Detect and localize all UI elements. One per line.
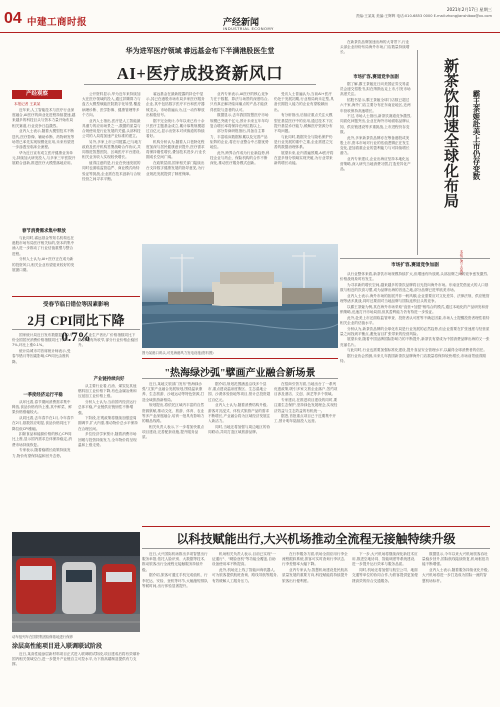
article-body: 在新茶饮品牌加速出海的大背景下,行业头部企业纷纷布局海外市场,门店数量持续增长。 xyxy=(340,40,410,55)
article-body: 国家统计局近日发布数据显示,2月份全国居民消费价格指数同比下降0.7%,环比上涨0.1%。 统计局城市司首席统计师表示,受春节错月等因素影响,CPI同比由涨转降。 xyxy=(12,333,73,364)
column-divider xyxy=(417,50,418,255)
article-body: 据了解,霸王茶姬近日向美国证券交易委员会递交招股书,拟在纳斯达克上市,引发市场高度关注。 招股书显示,霸王茶姬全球门店数已超过六千家,海外门店主要分布在东南亚地区,近两年营收保持高速增长。 不过,市场人士指出,新茶饮赛道竞争激烈,同质化问题突出,企业在海外市场面临品牌认知、供应链建设等多重挑战,上市进程仍存变数。 此外,多家新茶饮品牌亦在筹备港股或美股上市,资本市场对行业的估值逻辑正在发生变化,更加看重企业的盈利能力与可持续增长潜力。 业内专家建议,企业出海应坚持本地化运营策略,深入研究当地消费习惯,打造差异化产品。 xyxy=(340,82,412,172)
lead-headline: AI+医疗成投资新风口 xyxy=(116,64,284,83)
article-body: 业内专家表示,AI医疗的核心竞争力在于数据、算法与场景的深度结合,只有真正解决临床痛点的产品才能获得医院与患者的认可。 数据显示,去年我国智慧医疗市场规模已突破千亿元,预计未来五年年均复合增长率将保持在两位数以上。 部分券商研报指出,具备自主算力、丰富临床数据积累以及完善产品矩阵的企业,将在行业整合中占据优势地位。 此外,跨界合作成为行业新趋势,科技企业与药企、保险机构的合作不断深化,推动医疗服务模式创新。 xyxy=(210,92,270,166)
article-body: 近日,某地文旅部门发布"热海绿沙弧"文旅产业融合发展规划,围绕温泉康养、生态旅游、沙地运动等特色资源,打造全域旅游新格局。 规划提出,将依托区域内丰富的自然资源禀赋,推动文化、旅游、体育、农业等多产业深度融合,培育一批具有影响力的精品线路。 相关负责人表示,下一步将加快重点项目建设,完善配套设施,提升服务品质。 xyxy=(142,382,205,440)
subhead: 一季度经济运行平稳 xyxy=(23,393,63,398)
paper-name: 中建工商时报 xyxy=(27,18,88,28)
byline: 本报记者 王某某 xyxy=(14,102,41,106)
date-line: 2021年2月17日 星期三 xyxy=(446,7,492,12)
article-body: 近日,大兴国际机场推出多项智慧出行服务举措,依托人脸识别、大数据等技术,推动旅客出行全流程无接触服务持续升级。 据介绍,旅客可通过手机完成值机、行李托运、安检、登机等环节,大幅缩短排队等候时间,出行体验显著提升。 xyxy=(142,552,208,588)
masthead xyxy=(0,0,500,34)
article-body: 下一步,大兴机场将继续深化新技术应用,推进空地协同、智能调度等系统建设,进一步提升运行效率与服务品质。 同时,机场还将加强与航空公司、地面交通等单位的协同合作,为旅客提供更加便捷高效的综合交通服务。 xyxy=(352,552,418,583)
subhead: 产业链持续向好 xyxy=(93,377,125,382)
masthead-rule xyxy=(0,32,500,33)
article-body: 在招商引资方面,当地出台了一系列优惠政策,吸引多家文旅企业落户,签约项目涉及酒店、文创、演艺等多个领域。 专家建议,在推进项目建设的同时,要注重生态保护,坚持绿色发展理念,实现经济效益与生态效益的有机统一。 据悉,首批重点项目已于近期集中开工,预计明年陆续投入运营。 xyxy=(274,382,338,424)
subhead: 春节消费需求集中释放 xyxy=(22,229,66,234)
column-tag-label: 产经观察 xyxy=(25,91,48,97)
wine-subhead: 霸王茶姬赴美上市仍存变数 xyxy=(472,90,481,180)
subhead: 市场扩容,赛道竞争加剧 xyxy=(391,263,439,268)
article-body: 睿远基金在最新披露的持仓中显示,其已在港股市场布局多家医疗服务企业,其中包括数字医疗平台和医疗器械龙头。市场普遍认为,这一动作释放出积极信号。 据不完全统计,今年以来已有十余只医疗主题基金成立,累计募集规模超过百亿元,显示出资本对该赛道的持续看好。 机构分析认为,随着人口老龄化程度加深与居民健康意识提升,医疗需求将保持刚性增长,叠加技术进步,行业长期成长空间广阔。 在政策层面,国家相关部门陆续出台支持数字健康发展的指导意见,为行业规范发展提供了制度保障。 xyxy=(146,92,206,176)
port-illustration xyxy=(142,244,338,348)
page-number: 04 xyxy=(4,10,22,27)
port-photo xyxy=(142,244,338,348)
lead-kicker: 华为进军医疗领域 睿远基金布下半满港股医生堂 xyxy=(125,47,275,55)
cpi-kicker: 受春节临日错位等因素影响 xyxy=(42,302,109,308)
bottom-underline xyxy=(142,548,490,549)
section-title: 产经新闻 xyxy=(223,17,260,27)
wine-headline: 新茶饮加速全球化布局 xyxy=(442,58,458,208)
editor-line: 责编:王某某 美编:王辉辉 电话:010-6853 0000 E-mail:zhongjianshibao@xx.com xyxy=(355,14,492,18)
train-photo xyxy=(12,532,140,632)
haige-underline xyxy=(142,378,338,379)
bottom-top-rule xyxy=(142,526,490,527)
article-body: 与此同时,睿远基金等知名机构也在港股市场布局医疗相关标的,资本的集中涌入进一步推动了行业估值重塑与整合进程。 分析人士认为,AI+医疗正在成为新的投资风口,相关企业有望迎来较好的发展窗口期。 xyxy=(12,236,75,272)
article-body: 近年来,人工智能技术与医疗行业深度融合,AI医疗的商业化进程持续提速,越来越多的科技巨头与资本力量开始布局相关赛道,行业竞争日趋激烈。 业内人士表示,随着大模型技术不断迭代,医疗影像、辅助诊断、药物研发等场景已率先实现规模化应用,未来有望进一步渗透至临床全流程。 华为近日宣布成立医疗健康业务单元,持续加大研发投入,与多家三甲医院开展联合创新,推进医疗大模型落地应用。 xyxy=(12,108,76,166)
photo-caption: 动车组列车在国铁集团检修基地进行保养 xyxy=(12,635,74,639)
article-body: 公开资料显示,华为近年来持续加大在医疗领域的投入,通过昇腾算力与盘古大模型赋能医院数字化转型,覆盖病理诊断、医学影像、健康管理等多个方向。 业内人士指出,医疗是人工智能最具潜力的应用场景之一,数据的质量与合规使用是行业发展的关键,头部科技公司的入局将加速产业标准的建立。 另外,多家上市公司披露,已与地方政府及医疗机构签署战略合作协议,共同推进智慧医院、区域医疗平台建设,相关业务收入实现较快增长。 值得注意的是,行业在快速发展的同时也面临监管趋严、商业模式尚待验证等挑战,企业需在技术创新与合规经营之间寻求平衡。 xyxy=(82,92,142,181)
article-body: 近日,某高性能涂层新材料项目正式进入联调联试阶段,项目建成后将有效填补国内相关领域空白,进一步提升产业链自主可控水平,为下游高端制造提供有力支撑。 xyxy=(12,652,140,667)
article-body: 数据显示,今年以来大兴机场旅客吞吐量稳步回升,国际航线陆续恢复,机场枢纽功能不断增强。 业内人士表示,随着服务持续优化升级,大兴机场将进一步打造成为国际一流的智慧机场标杆。 xyxy=(422,552,489,583)
train-illustration xyxy=(12,532,140,632)
article-body: 在行李服务方面,机场全面应用行李全流程跟踪系统,旅客可实时查询行李状态,行李差错率大幅下降。 业内专家认为,智慧机场建设是民航高质量发展的重要方向,科技赋能将持续提升旅客出行便利度。 xyxy=(282,552,348,583)
haige-headline: "热海绿沙弧"擘画产业融合新场景 xyxy=(164,368,316,379)
column-divider xyxy=(340,258,490,259)
article-body: 工业生产者出厂价格指数同比下降,降幅有所收窄,部分行业价格企稳回升。 xyxy=(78,333,138,348)
article-body: 据介绍,规划范围涵盖沿线多个县市,重点建设温泉度假区、生态湿地公园、沙漠体验营地等项目,预计总投资超过百亿元。 业内人士认为,随着消费结构升级,游客对沉浸式、体验式旅游产品的需求不断增长,产业融合将为区域经济发展注入新活力。 同时,当地还将加强与周边地区的协同联动,共同打造区域旅游品牌。 xyxy=(208,382,271,434)
column-tag xyxy=(12,90,62,99)
subhead: 市场扩容,赛道竞争加剧 xyxy=(353,75,399,80)
byline: 本报记者 王某某 xyxy=(459,250,463,275)
article-body: 从主要行业看,石油、煤炭及其他燃料加工业价格下降,有色金属冶炼和压延加工业价格上涨。 分析人士认为,当前国内经济运行总体平稳,产业链供应链韧性不断增强。 下阶段,宏观政策将继续加强逆周期调节,扩大内需,推动物价总水平保持在合理区间。 多位经济学家预计,随着消费市场回暖与投资持续发力,全年物价将呈现温和上涨走势。 xyxy=(78,384,138,447)
cpi-underline xyxy=(12,329,140,330)
photo-headline: 涂层高性能项目进入联调联试阶段 xyxy=(12,643,103,650)
article-body: 受访人士普遍认为,当前AI+医疗仍处于发展初期,行业格局尚未定型,具备长期投入能力的企业有望脱颖而出。 有分析指出,后续应重点关注大模型在基层医疗中的应用,通过技术下沉提升基层诊疗能力,缓解医疗资源分布不均问题。 与此同时,数据安全与隐私保护仍是行业发展的重中之重,企业需建立完善的数据治理体系。 展望未来,业内普遍预期,AI医疗将在更多细分领域实现突破,为行业带来新的增长动能。 xyxy=(274,92,334,166)
photo-caption: 图为某港口码头,可见海港风力发电设施(资料图) xyxy=(142,351,214,355)
article-body: 从行业整体来看,新茶饮市场规模持续扩大,但增速有所放缓,头部品牌之间的竞争愈发激烈,价格战现象时有发生。 为寻求新的增长空间,越来越多的茶饮品牌将目光投向海外市场。东南亚凭借庞大的人口基数与相近的饮食习惯,成为品牌出海的首选之地,部分品牌已进军欧美市场。 业内人士表示,海外市场的拓展并非一帆风顺,企业需要应对文化差异、法律法规、供应链管理等诸多挑战,同时还要面对当地品牌与国际连锁巨头的竞争。 以霸王茶姬为例,其在海外市场采取"直营+加盟"相结合的模式,通过本地化的产品研发和营销策略,迅速打开市场局面,但其盈利能力仍有待进一步验证。 此外,赴美上市还面临监管审查、投资者认可度等不确定因素,市场人士提醒投资者理性看待相关企业的估值水平。 分析认为,新茶饮品牌的全球化布局是行业发展的必然趋势,但企业需要在扩张速度与经营质量之间找到平衡点,避免盲目扩张带来的经营风险。 展望未来,随着中国品牌国际影响力的不断提升,新茶饮有望成为中国消费品牌出海的又一张亮丽名片。 与此同时,行业也需要加强标准化建设,提升食品安全管理水平,以赢得全球消费者的信任。 据行业协会预测,未来几年我国新茶饮品牌海外门店数量将保持较快增长,市场前景值得期待。 xyxy=(340,272,490,364)
article-body: 从环比看,春节期间消费需求集中释放,食品价格有所上涨,其中鲜菜、鲜果价格涨幅较大。 从同比看,去年春节在1月,今年春节在2月,基数效应明显,食品价格同比下降拉低CPI涨幅。 扣除食品和能源价格的核心CPI同比上涨,显示国内需求总体保持稳定,消费市场持续恢复。 专家表示,随着稳增长政策持续发力,物价有望保持温和回升态势。 xyxy=(12,400,74,458)
haige-top-rule xyxy=(142,358,338,359)
lead-underline xyxy=(84,84,316,85)
cpi-top-rule xyxy=(12,296,140,297)
section-title-en: INDUSTRIAL ECONOMY xyxy=(223,26,274,31)
bottom-headline: 以科技赋能出行,大兴机场推动全流程无接触特续升级 xyxy=(176,532,456,546)
article-body: 机场相关负责人表示,目前已实现"一证通行"、"刷脸登机"等功能全覆盖,自助设备使用率不断提高。 此外,机场还上线了智能问询机器人,可为旅客提供航班查询、路线导航等服务,有效缓解人工服务压力。 xyxy=(212,552,278,583)
cpi-headline: 2月 CPI同比下降 0.7% xyxy=(27,313,125,344)
